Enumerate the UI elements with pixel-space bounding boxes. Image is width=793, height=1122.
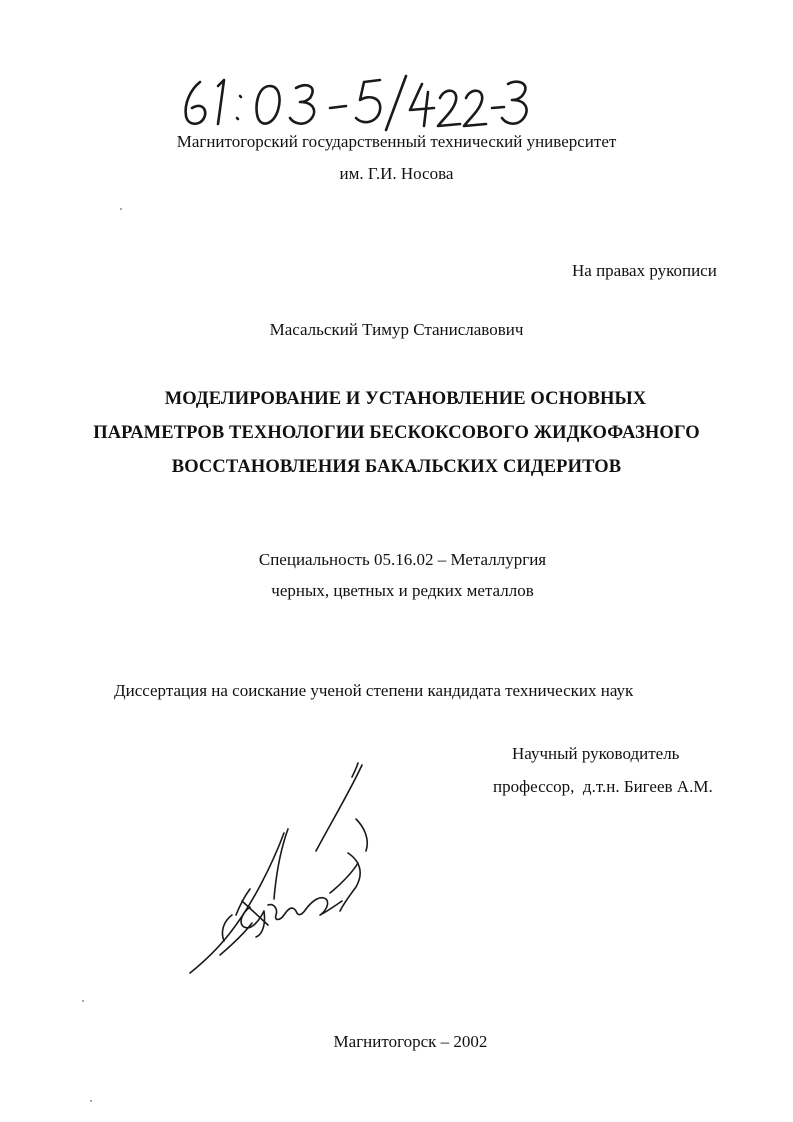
degree-statement: Диссертация на соискание ученой степени кандидата технических наук: [114, 681, 634, 700]
thesis-title-line: МОДЕЛИРОВАНИЕ И УСТАНОВЛЕНИЕ ОСНОВНЫХ: [164, 389, 647, 409]
author-name: Масальский Тимур Станиславович: [269, 320, 524, 339]
specialty-line: черных, цветных и редких металлов: [271, 581, 534, 600]
university-named-after: им. Г.И. Носова: [339, 164, 454, 183]
scan-speck: [90, 1100, 92, 1102]
manuscript-rights-note: На правах рукописи: [572, 261, 717, 280]
handwritten-call-number: [178, 72, 538, 134]
supervisor-name: профессор, д.т.н. Бигеев А.М.: [493, 777, 713, 796]
university-name: Магнитогорский государственный технический университет: [176, 132, 617, 151]
place-and-year: Магнитогорск – 2002: [333, 1032, 488, 1051]
thesis-title-line: ПАРАМЕТРОВ ТЕХНОЛОГИИ БЕСКОКСОВОГО ЖИДКОФАЗНОГО: [93, 423, 700, 443]
specialty-line: Специальность 05.16.02 – Металлургия: [258, 550, 547, 569]
scan-speck: [82, 1000, 84, 1002]
supervisor-label: Научный руководитель: [512, 744, 680, 763]
scan-speck: [120, 208, 122, 210]
thesis-title-line: ВОССТАНОВЛЕНИЯ БАКАЛЬСКИХ СИДЕРИТОВ: [171, 457, 622, 477]
author-signature: [180, 755, 390, 985]
thesis-title: [0, 382, 793, 484]
